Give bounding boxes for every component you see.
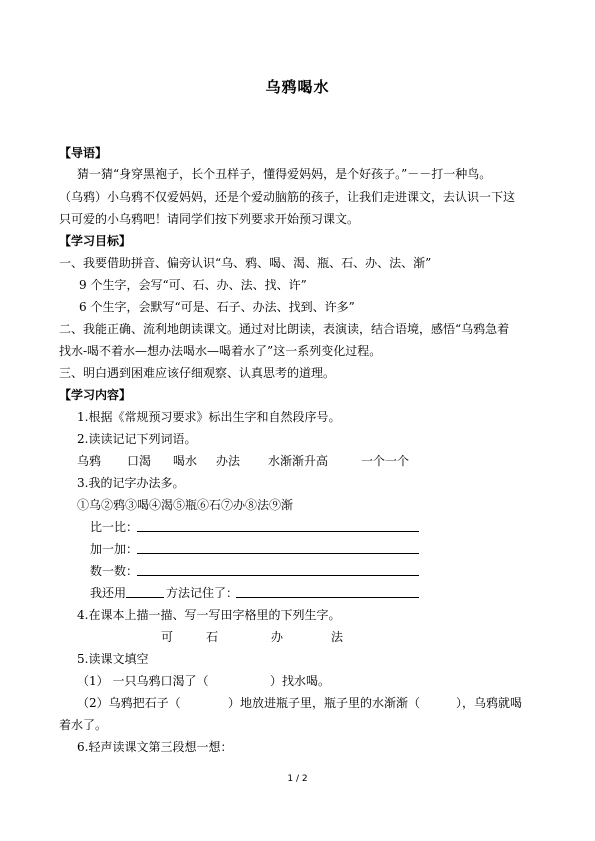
- goals-header: 【学习目标】: [59, 234, 132, 248]
- intro-line-1: 猜一猜“身穿黑袍子，长个丑样子，懂得爱妈妈，是个好孩子。”－－打一种鸟。: [77, 167, 492, 181]
- fill-1-part-b: ）找水喝。: [270, 674, 331, 688]
- intro-line-3: 只可爱的小乌鸦吧！请同学们按下列要求开始预习课文。: [59, 212, 360, 226]
- fill-1-part-a: （1） 一只乌鸦口渴了（: [77, 674, 209, 688]
- content-item-1: 1.根据《常规预习要求》标出生字和自然段序号。: [77, 410, 341, 424]
- count-label: 数一数：: [90, 564, 139, 578]
- goals-line-2: 9 个生字，会写“可、石、办、法、找、许”: [79, 278, 307, 292]
- goals-line-1: 一、我要借助拼音、偏旁认识“乌、鸦、喝、渴、瓶、石、办、法、渐”: [59, 256, 432, 270]
- fill-2-continued: 着水了。: [59, 718, 108, 732]
- add-label: 加一加：: [90, 542, 139, 556]
- word-item: 喝水: [173, 454, 198, 468]
- goals-line-5: 找水-喝不着水—想办法喝水—喝着水了”这一系列变化过程。: [59, 344, 382, 358]
- write-char: 法: [331, 630, 344, 644]
- add-answer-line[interactable]: [137, 553, 419, 554]
- intro-header: 【导语】: [59, 146, 108, 160]
- method-suffix: 方法记住了：: [166, 586, 239, 600]
- word-item: 水渐渐升高: [268, 454, 329, 468]
- method-blank[interactable]: [126, 597, 164, 598]
- content-item-6: 6.轻声读课文第三段想一想：: [77, 740, 233, 754]
- char-list: ①乌②鸦③喝④渴⑤瓶⑥石⑦办⑧法⑨渐: [77, 498, 294, 512]
- write-char: 石: [206, 630, 219, 644]
- goals-line-4: 二、我能正确、流利地朗读课文。通过对比朗读，表演读，结合语境，感悟“乌鸦急着: [59, 322, 510, 336]
- content-item-3: 3.我的记字办法多。: [77, 476, 185, 490]
- write-char: 可: [161, 630, 174, 644]
- fill-2-part-c: ），乌鸦就喝: [456, 696, 523, 710]
- goals-line-6: 三、明白遇到困难应该仔细观察、认真思考的道理。: [59, 366, 336, 380]
- compare-answer-line[interactable]: [137, 531, 419, 532]
- word-list: [77, 453, 409, 469]
- content-item-2: 2.读读记记下列词语。: [77, 432, 197, 446]
- goals-line-3: 6 个生字，会默写“可是、石子、办法、找到、许多”: [79, 300, 355, 314]
- content-item-4: 4.在课本上描一描、写一写田字格里的下列生字。: [77, 608, 341, 622]
- page-title: 乌鸦喝水: [265, 78, 330, 96]
- page-number: 1 / 2: [287, 774, 308, 784]
- intro-line-2: （乌鸦）小乌鸦不仅爱妈妈，还是个爱动脑筋的孩子，让我们走进课文，去认识一下这: [59, 190, 516, 204]
- fill-2-part-a: （2）乌鸦把石子（: [77, 696, 181, 710]
- write-char: 办: [271, 630, 284, 644]
- write-char-list: [161, 629, 343, 645]
- word-item: 一个一个: [361, 454, 410, 468]
- word-item: 办法: [216, 454, 241, 468]
- method-answer-line[interactable]: [236, 597, 419, 598]
- content-item-5: 5.读课文填空: [77, 652, 149, 666]
- compare-label: 比一比：: [90, 520, 139, 534]
- method-prefix: 我还用: [90, 586, 127, 600]
- content-header: 【学习内容】: [59, 388, 132, 402]
- word-item: 乌鸦: [77, 454, 102, 468]
- count-answer-line[interactable]: [137, 575, 419, 576]
- fill-2-part-b: ）地放进瓶子里，瓶子里的水渐渐（: [228, 696, 421, 710]
- word-item: 口渴: [127, 454, 152, 468]
